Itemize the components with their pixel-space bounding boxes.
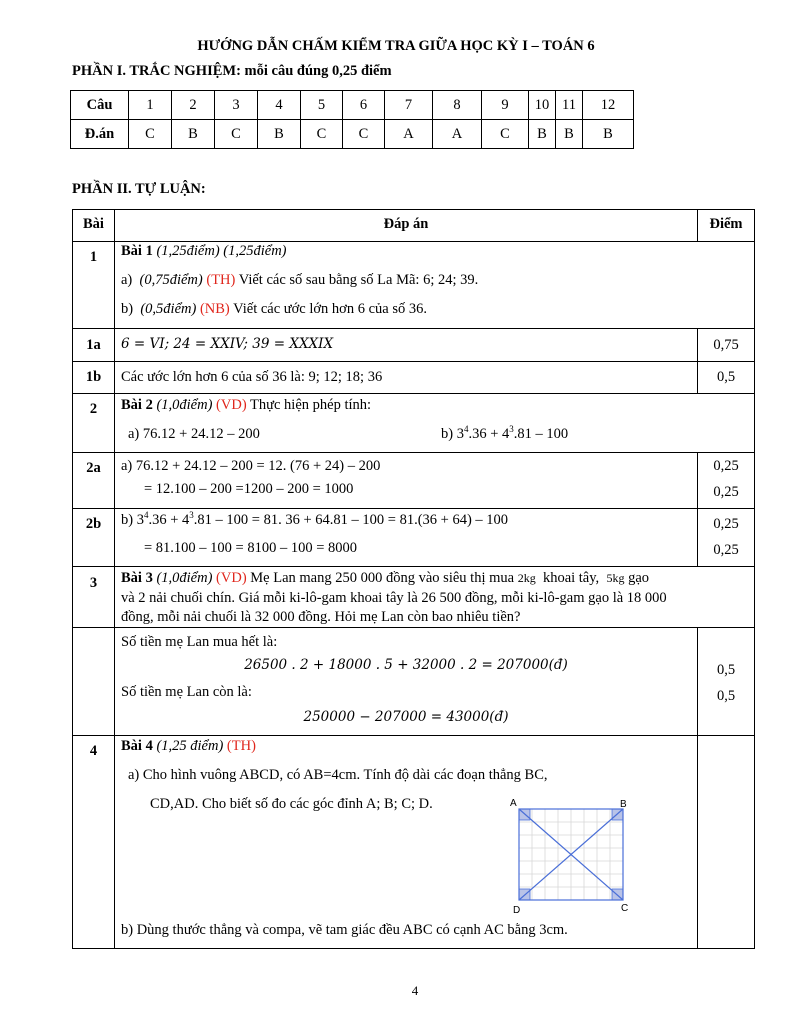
label-cau: Câu	[71, 91, 129, 120]
score: 0,5	[716, 369, 736, 385]
score: 0,5	[716, 688, 736, 704]
answer-key-table	[70, 90, 634, 149]
bai2-title: Bài 2 (1,0điểm) (VD) Thực hiện phép tính:	[121, 397, 372, 413]
row-num: 2a	[86, 460, 101, 476]
q-cell: 10	[529, 91, 556, 120]
a-cell: C	[482, 120, 529, 149]
vertex-b-label: B	[620, 799, 627, 810]
part1-heading: PHẦN I. TRẮC NGHIỆM: mỗi câu đúng 0,25 điểm	[72, 63, 392, 79]
bai3-line1: Bài 3 (1,0điểm) (VD) Mẹ Lan mang 250 000 đồng vào siêu thị mua 2kg khoai tây, 5kg gạo	[121, 570, 649, 586]
col-diem: Điểm	[709, 216, 743, 232]
sol3-sentence1: Số tiền mẹ Lan mua hết là:	[121, 634, 278, 650]
bai4-a-line1: a) Cho hình vuông ABCD, có AB=4cm. Tính độ dài các đoạn thẳng BC,	[128, 767, 548, 783]
a-cell: B	[172, 120, 215, 149]
row-num: 1	[89, 249, 98, 265]
vertex-a-label: A	[510, 798, 517, 809]
bai1-a: a) (0,75điểm) (TH) Viết các số sau bằng số La Mã: 6; 24; 39.	[121, 272, 479, 288]
sol3-eq1: 26500 . 2 + 18000 . 5 + 32000 . 2 = 207000(đ)	[244, 657, 568, 673]
q-cell: 7	[385, 91, 433, 120]
bai3-line2: và 2 nải chuối chín. Giá mỗi ki-lô-gam khoai tây là 26 500 đồng, mỗi ki-lô-gam gạo là 18 000	[121, 590, 667, 606]
score: 0,5	[716, 662, 736, 678]
row-num: 1a	[86, 337, 101, 353]
row-num: 2b	[85, 516, 102, 532]
score: 0,75	[713, 337, 739, 353]
a-cell: A	[385, 120, 433, 149]
score: 0,25	[713, 458, 739, 474]
label-dap-an: Đ.án	[71, 120, 129, 149]
score: 0,25	[713, 484, 739, 500]
part2-heading: PHẦN II. TỰ LUẬN:	[72, 181, 206, 197]
q-cell: 6	[343, 91, 385, 120]
q-cell: 1	[129, 91, 172, 120]
sol3-eq2: 250000 − 207000 = 43000(đ)	[303, 709, 509, 725]
a-cell: B	[556, 120, 583, 149]
roman-answer: 6 = VI; 24 = XXIV; 39 = XXXIX	[121, 336, 334, 352]
row-num: 3	[89, 575, 98, 591]
page-number: 4	[411, 983, 419, 998]
bai1-b: b) (0,5điểm) (NB) Viết các ước lớn hơn 6 của số 36.	[121, 301, 427, 317]
sol3-sentence2: Số tiền mẹ Lan còn là:	[121, 684, 252, 700]
sol2a-line2: = 12.100 – 200 =1200 – 200 = 1000	[144, 481, 354, 497]
q-cell: 8	[433, 91, 482, 120]
bai2-b: b) $3^4.36 + 4^3.81 - 100$	[441, 424, 569, 442]
q-cell: 3	[215, 91, 258, 120]
vertex-c-label: C	[621, 903, 629, 914]
col-dap-an: Đáp án	[383, 216, 429, 232]
a-cell: C	[129, 120, 172, 149]
a-cell: B	[583, 120, 634, 149]
a-cell: C	[301, 120, 343, 149]
bai1-title: Bài 1 (1,25điểm) (1,25điểm)	[121, 243, 287, 259]
a-cell: C	[215, 120, 258, 149]
square-abcd-figure	[505, 795, 635, 920]
a-cell: B	[529, 120, 556, 149]
q-cell: 2	[172, 91, 215, 120]
row-num: 4	[89, 743, 98, 759]
bai4-title: Bài 4 (1,25 điểm) (TH)	[121, 738, 256, 754]
bai2-a: a) 76.12 + 24.12 – 200	[128, 426, 260, 442]
row-num: 1b	[85, 369, 102, 385]
bai4-b: b) Dùng thước thẳng và compa, vẽ tam giác đều ABC có cạnh AC bằng 3cm.	[121, 922, 568, 938]
bai3-line3: đồng, mỗi nải chuối là 32 000 đồng. Hỏi mẹ Lan còn bao nhiêu tiền?	[121, 609, 521, 625]
q-cell: 12	[583, 91, 634, 120]
q-cell: 4	[258, 91, 301, 120]
q-cell: 9	[482, 91, 529, 120]
score: 0,25	[713, 516, 739, 532]
a-cell: B	[258, 120, 301, 149]
q-cell: 5	[301, 91, 343, 120]
sol2a-line1: a) 76.12 + 24.12 – 200 = 12. (76 + 24) – 200	[121, 458, 381, 474]
score: 0,25	[713, 542, 739, 558]
sol2b-line2: = 81.100 – 100 = 8100 – 100 = 8000	[144, 540, 358, 556]
divisors-answer: Các ước lớn hơn 6 của số 36 là: 9; 12; 18; 36	[121, 369, 383, 385]
question-row	[71, 91, 634, 120]
row-num: 2	[89, 401, 98, 417]
page-title: HƯỚNG DẪN CHẤM KIỂM TRA GIỮA HỌC KỲ I – TOÁN 6	[197, 38, 595, 54]
a-cell: A	[433, 120, 482, 149]
bai4-a-line2: CD,AD. Cho biết số đo các góc đỉnh A; B; C; D.	[150, 796, 433, 812]
q-cell: 11	[556, 91, 583, 120]
answer-row	[71, 120, 634, 149]
a-cell: C	[343, 120, 385, 149]
sol2b-line1: b) $3^4.36 + 4^3.81 - 100 = 81$. 36 + 64.81 – 100 = 81.(36 + 64) – 100	[121, 510, 509, 528]
col-bai: Bài	[83, 216, 104, 232]
vertex-d-label: D	[513, 905, 521, 916]
